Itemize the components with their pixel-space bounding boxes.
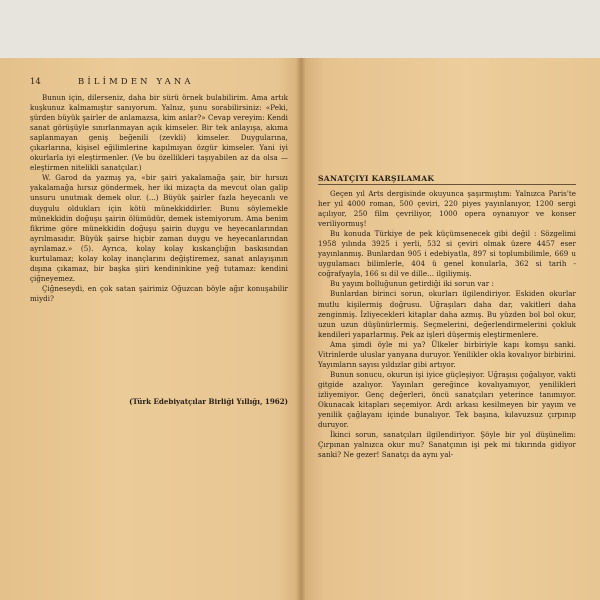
left-body xyxy=(30,93,288,304)
paragraph: Geçen yıl Arts dergisinde okuyunca şaşırmıştım: Yalnızca Paris'te her yıl 4000 roman, 500 çeviri, 220 piyes yayınlanıyor, 1200 sergi açılıyor, 250 film çevriliyor, 1000 opera oynanıyor ve konser veriliyormuş! xyxy=(318,189,576,229)
paragraph: Bunun için, dilerseniz, daha bir sürü örnek bulabilirim. Ama artık kuşkunuz kalmamıştır sanıyorum. Yalnız, şunu sorabilirsiniz: «Peki, şürden büyük şairler de anlamazsa, kim anlar?» Cevap vereyim: Kendi sanat görüşüyle sınırlanmayan açık kimseler. Bir tek anlayışa, akıma saplanmayan geniş beğenili (zevkli) kimseler. Duygularına, çıkarlarına, kişisel eğilimlerine kapılmıyan özgür kimseler. Yani iyi okurlarla iyi eleştirmenler. (Ve bu özellikleri taşıyabilen az da olsa — eleştirmen nitelikli sanatçılar.) xyxy=(30,93,288,173)
page-number: 14 xyxy=(30,76,41,86)
paragraph: Bunun sonucu, okurun işi iyice güçleşiyor. Uğraşısı çoğalıyor, vakti gitgide azalıyor. Yayınları gereğince kovalıyamıyor, yenilikleri izliyemiyor. Genç değerleri, öncü sanatçıları yeterince tanımıyor. Okunacak kitapları seçemiyor. Ardı arkası kesilmeyen bir yayım ve yenilik çağlayanı içinde bunalıyor. Tek başına, kılavuzsuz çırpınıp duruyor. xyxy=(318,369,576,430)
paragraph: Bu yayım bolluğunun getirdiği iki sorun var : xyxy=(330,279,494,289)
paragraph: Bu konuda Türkiye de pek küçümsenecek gibi değil : Sözgelimi 1958 yılında 3925 i yerli, 532 si çeviri olmak üzere 4457 eser yayınlanmış. Bunlardan 905 i edebiyatla, 897 si toplumbilimle, 669 u uygulamacı bilimlerle, 404 ü genel konularla, 362 si tarih - coğrafyayla, 166 sı dil ve dille... ilgiliymiş. xyxy=(318,229,576,279)
paragraph: Bunlardan birinci sorun, okurları ilgilendiriyor. Eskiden okurlar mutlu kişilermiş doğrusu. Uğraşıları daha dar, vakitleri daha zenginmiş. İzliyecekleri kitaplar daha azmış. Bu yüzden bol bol okur, uzun uzun düşünürlermiş. Seçmelerini, değerlendirmelerini çokluk kendileri yaparlarmış. Pek az işleri düşermiş eleştirmenlere. xyxy=(318,289,576,339)
right-body xyxy=(318,189,576,460)
running-head xyxy=(30,76,288,88)
section-title: SANATÇIYI KARŞILAMAK xyxy=(318,174,435,183)
paragraph: Ama şimdi öyle mi ya? Ülkeler birbiriyle kapı komşu sanki. Vitrinlerde uluslar yanyana duruyor. Yenilikler okla kovalıyor birbirini. Yayımların sayısı yıldızlar gibi artıyor. xyxy=(318,339,576,369)
paragraph: Çiğneseydi, en çok satan şairimiz Oğuzcan böyle ağır konuşabilir miydi? xyxy=(30,283,288,303)
paragraph: W. Garod da yazmış ya, «bir şairi yakalamağa şair, bir hırsızı yakalamağa hırsız göndermek, her iki mizaçta da mevcut olan galip unsuru unutmak demek olur. (...) Büyük şairler fazla heyecanlı ve duygulu oldukları için kötü münekkiddirler. Bunu söylemekle münekkidin doğuşu şairin ölümüdür, demek istemiyorum. Ama benim fikrime göre münekkidin doğuşu şairin duygu ve heyecanlarından ayrılmasıdır. Büyük şairse hiçbir zaman duygu ve heyecanlarından ayrılamaz.» (5). Ayrıca, kolay kolay kıskançlığın baskısından kurtulamaz; kolay kolay inançlarını değiştiremez, sanat anlayışının dışına çıkamaz, bir başka şiiri kendininkine yeğ tutamaz: kendini çiğneyemez. xyxy=(30,173,288,283)
source-citation: (Türk Edebiyatçılar Birliği Yıllığı, 1962) xyxy=(129,397,288,406)
section-rule xyxy=(318,184,576,185)
book-gutter xyxy=(296,58,306,600)
paragraph: İkinci sorun, sanatçıları ilgilendiriyor. Şöyle bir yol düşünelim: Çırpınan yalnızca okur mu? Sanatçının işi pek mi tıkırında gidiyor sanki? Ne gezer! Sanatçı da aynı yal- xyxy=(318,430,576,460)
book-title: BİLİMDEN YANA xyxy=(78,76,194,86)
